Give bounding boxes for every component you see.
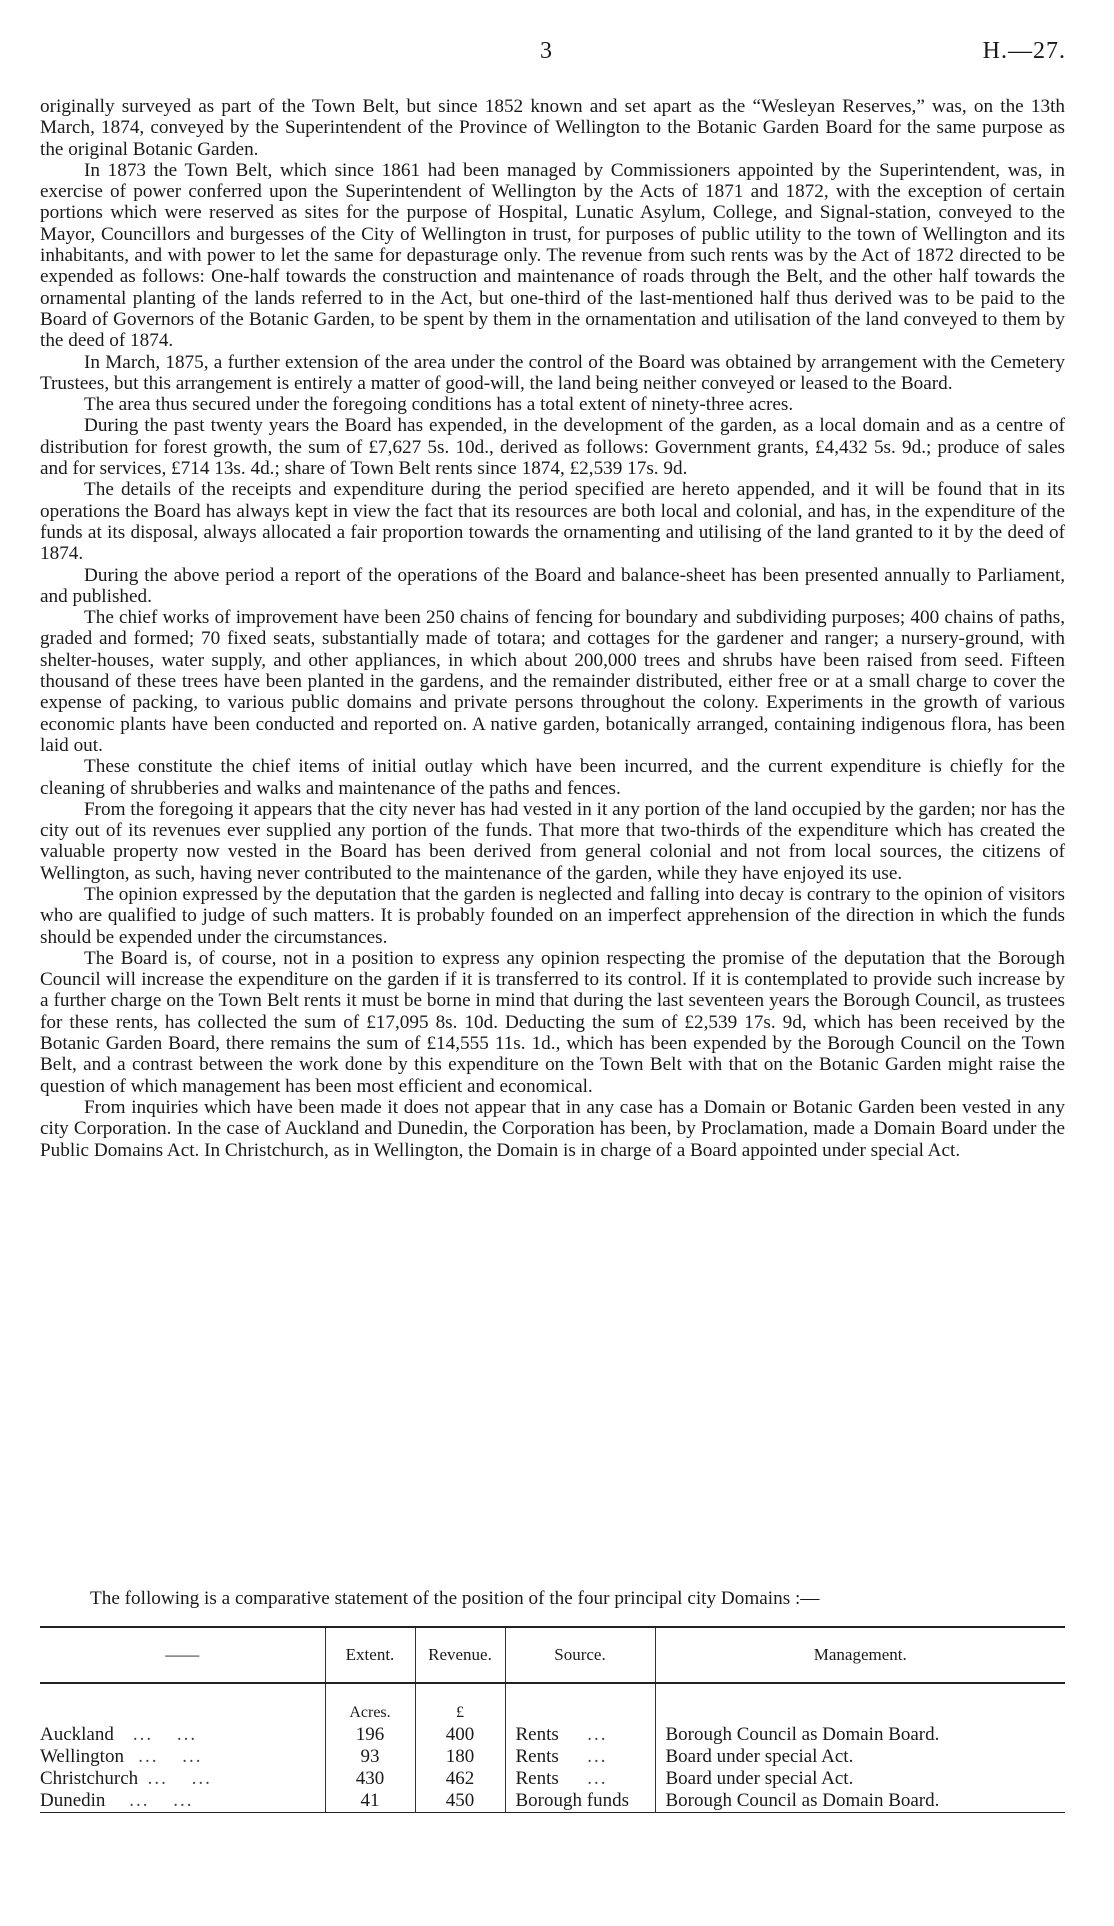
column-header: Source. [505,1627,655,1683]
paragraph: From the foregoing it appears that the city never has had vested in it any portion of the land occupied by the garden; nor has the city out of its revenues ever supplied any portion of the funds. That more that two-thirds of the expenditure which has created the valuable property now vested in the Board has been derived from general colonial and not from local sources, the citizens of Wellington, as such, having never contributed to the maintenance of the garden, while they have enjoyed its use. [40,798,1065,884]
table-header-row [40,1627,1065,1683]
page-header [0,38,1114,68]
paragraph: During the past twenty years the Board has expended, in the development of the garden, as a local domain and as a centre of distribution for forest growth, the sum of £7,627 5s. 10d., derived as follows: Government grants, £4,432 5s. 9d.; produce of sales and for services, £714 13s. 4d.; share of Town Belt rents since 1874, £2,539 17s. 9d. [40,415,1065,480]
extent-cell: 93 [325,1746,415,1768]
body-text [40,96,1065,1161]
revenue-unit: £ [415,1683,505,1724]
column-header: Management. [655,1627,1065,1683]
table-row [40,1746,1065,1768]
revenue-cell: 462 [415,1768,505,1790]
document-reference: H.—27. [982,38,1066,64]
domains-table [40,1626,1065,1813]
paragraph: The chief works of improvement have been 250 chains of fencing for boundary and subdividing purposes; 400 chains of paths, graded and formed; 70 fixed seats, substantially made of totara; and cottages for the gardener and ranger; a nursery-ground, with shelter-houses, water supply, and other appliances, in which about 200,000 trees and shrubs have been raised from seed. Fifteen thousand of these trees have been planted in the gardens, and the remainder distributed, either free or at a small charge to cover the expense of packing, to various public domains and private persons throughout the colony. Experiments in the growth of various economic plants have been conducted and reported on. A native garden, botanically arranged, containing indigenous flora, has been laid out. [40,607,1065,756]
page-number: 3 [540,38,552,64]
column-header: Extent. [325,1627,415,1683]
paragraph: The Board is, of course, not in a position to express any opinion respecting the promise of the deputation that the Borough Council will increase the expenditure on the garden if it is transferred to its control. If it is contemplated to provide such increase by a further charge on the Town Belt rents it must be borne in mind that during the last seventeen years the Borough Council, as trustees for these rents, has collected the sum of £17,095 8s. 10d. Deducting the sum of £2,539 17s. 9d, which has been received by the Botanic Garden Board, there remains the sum of £14,555 11s. 1d., which has been expended by the Borough Council on the Town Belt, and a contrast between the work done by this expenditure on the Town Belt with that on the Botanic Garden might raise the question of which management has been most efficient and economical. [40,947,1065,1097]
management-cell: Borough Council as Domain Board. [655,1790,1065,1813]
paragraph: During the above period a report of the operations of the Board and balance-sheet has been presented annually to Parliament, and published. [40,564,1065,607]
paragraph: The details of the receipts and expenditure during the period specified are hereto appended, and it will be found that in its operations the Board has always kept in view the fact that its resources are both local and colonial, and has, in the expenditure of the funds at its disposal, always allocated a fair proportion towards the ornamenting and utilising of the land granted to it by the deed of 1874. [40,479,1065,565]
column-header: —— [40,1627,325,1683]
table-row [40,1768,1065,1790]
source-cell: Rents ... [505,1768,655,1790]
paragraph: These constitute the chief items of initial outlay which have been incurred, and the current expenditure is chiefly for the cleaning of shrubberies and walks and maintenance of the paths and fences. [40,756,1065,799]
paragraph: From inquiries which have been made it does not appear that in any case has a Domain or Botanic Garden been vested in any city Corporation. In the case of Auckland and Dunedin, the Corporation has been, by Proclamation, made a Domain Board under the Public Domains Act. In Christchurch, as in Wellington, the Domain is in charge of a Board appointed under special Act. [40,1096,1065,1161]
table-row [40,1790,1065,1813]
city-cell: Dunedin ... ... [40,1790,325,1813]
extent-cell: 41 [325,1790,415,1813]
city-cell: Wellington ... ... [40,1746,203,1767]
paragraph: The area thus secured under the foregoing conditions has a total extent of ninety-three acres. [84,394,794,416]
paragraph: The opinion expressed by the deputation that the garden is neglected and falling into decay is contrary to the opinion of visitors who are qualified to judge of such matters. It is probably founded on an imperfect apprehension of the direction in which the funds should be expended under the circumstances. [40,883,1065,948]
revenue-cell: 180 [415,1746,505,1768]
city-cell: Christchurch ... ... [40,1768,212,1789]
revenue-cell: 450 [415,1790,505,1813]
table-row [40,1724,1065,1746]
paragraph: originally surveyed as part of the Town Belt, but since 1852 known and set apart as the “Wesleyan Reserves,” was, on the 13th March, 1874, conveyed by the Superintendent of the Province of Wellington to the Botanic Garden Board for the same purpose as the original Botanic Garden. [40,96,1065,160]
source-cell: Rents ... [505,1724,655,1746]
city-cell: Auckland ... ... [40,1724,198,1745]
table-intro: The following is a comparative statement of the position of the four principal city Domains :— [90,1588,820,1609]
units-row [40,1683,1065,1724]
extent-cell: 430 [325,1768,415,1790]
revenue-cell: 400 [415,1724,505,1746]
paragraph: In 1873 the Town Belt, which since 1861 had been managed by Commissioners appointed by the Superintendent, was, in exercise of power conferred upon the Superintendent of Wellington by the Acts of 1871 and 1872, with the exception of certain portions which were reserved as sites for the purpose of Hospital, Lunatic Asylum, College, and Signal-station, conveyed to the Mayor, Councillors and burgesses of the City of Wellington in trust, for purposes of public utility to the town of Wellington and its inhabitants, and with power to let the same for depasturage only. The revenue from such rents was by the Act of 1872 directed to be expended as follows: One-half towards the construction and maintenance of roads through the Belt, and the other half towards the ornamental planting of the lands referred to in the Act, but one-third of the last-mentioned half thus derived was to be paid to the Board of Governors of the Botanic Garden, to be spent by them in the ornamentation and utilisation of the land conveyed to them by the deed of 1874. [40,159,1065,352]
source-cell: Borough funds [505,1790,655,1813]
source-cell: Rents ... [505,1746,655,1768]
extent-cell: 196 [325,1724,415,1746]
column-header: Revenue. [415,1627,505,1683]
management-cell: Borough Council as Domain Board. [655,1724,1065,1746]
management-cell: Board under special Act. [655,1768,1065,1790]
management-cell: Board under special Act. [655,1746,1065,1768]
paragraph: In March, 1875, a further extension of the area under the control of the Board was obtained by arrangement with the Cemetery Trustees, but this arrangement is entirely a matter of good-will, the land being neither conveyed or leased to the Board. [40,351,1065,394]
extent-unit: Acres. [325,1683,415,1724]
